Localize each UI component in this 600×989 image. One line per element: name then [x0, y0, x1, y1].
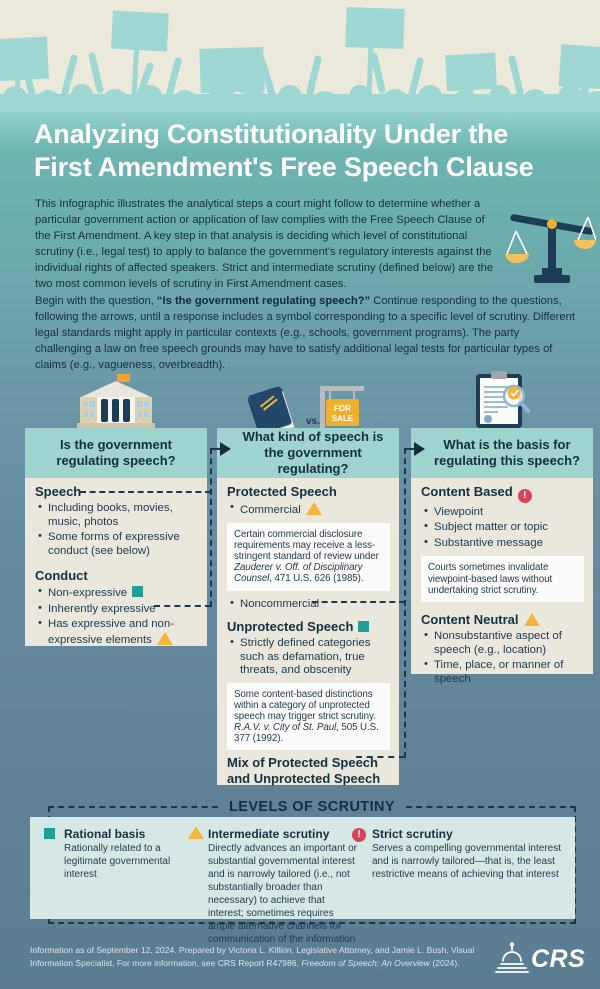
- connector-noncommercial-to-q3: [312, 601, 405, 603]
- connector-nub-q2: [211, 448, 220, 450]
- clipboard-review-icon: [468, 370, 536, 437]
- scrutiny-name: Rational basis: [64, 827, 146, 841]
- intermediate-triangle-icon: [188, 826, 204, 839]
- connector-speech-to-q2: [80, 491, 211, 493]
- content-neutral-bullet-1: • Nonsubstantive aspect of speech (e.g., location): [421, 630, 584, 657]
- protected-speech-heading: Protected Speech: [227, 484, 337, 499]
- intermediate-triangle-icon: [524, 613, 540, 626]
- scrutiny-item-rational-basis: [44, 827, 182, 881]
- mix-heading: Mix of Protected Speech and Unprotected Speech: [227, 755, 381, 786]
- report-title-italic: Freedom of Speech: An Overview: [301, 957, 430, 968]
- scrutiny-item-intermediate: [188, 827, 360, 946]
- scales-of-justice-icon: [504, 198, 596, 291]
- vs-label: vs.: [306, 416, 320, 427]
- content-based-bullet-2: • Subject matter or topic: [421, 521, 584, 534]
- conduct-bullet-3: • Has expressive and non-expressive elements: [35, 618, 198, 647]
- scrutiny-description: Directly advances an important or substantial governmental interest and is narrowly tailored (i.e., not substantially broader than necessary) to achieve that interest; sometimes requires ample alternative channels for communication of the information: [208, 843, 357, 946]
- strict-scrutiny-alert-icon: !: [352, 828, 366, 842]
- question-1-panel: [25, 478, 207, 646]
- question-3-header: What is the basis for regulating this speech?: [411, 428, 593, 478]
- scrutiny-frame-top-left: [48, 806, 218, 808]
- case-citation: R.A.V. v. City of St. Paul: [234, 722, 337, 734]
- scrutiny-name: Strict scrutiny: [372, 827, 453, 841]
- zauderer-note: Certain commercial disclosure requirements may receive a less-stringent standard of review under Zauderer v. Off. of Disciplinary Counsel, 471 U.S. 626 (1985).: [227, 523, 390, 591]
- instructions-paragraph: [35, 293, 578, 373]
- content-neutral-heading: Content Neutral: [421, 612, 584, 627]
- title-line-2: First Amendment's Free Speech Clause: [34, 151, 534, 182]
- connector-inherently-expressive: [154, 605, 211, 607]
- crowd-silhouette-icon: [0, 0, 600, 112]
- content-neutral-bullet-2: • Time, place, or manner of speech: [421, 659, 584, 686]
- scrutiny-title: LEVELS OF SCRUTINY: [229, 799, 395, 815]
- question-3-panel: [411, 478, 593, 685]
- arrow-to-question-3: [414, 442, 425, 456]
- for-sale-line-2: SALE: [331, 414, 354, 423]
- conduct-bullet-1: • Non-expressive: [35, 586, 198, 600]
- connector-vertical-q2-q3: [404, 448, 406, 758]
- scrutiny-description: Serves a compelling governmental interest and is narrowly tailored—that is, the least restrictive means of achieving that interest: [372, 843, 561, 881]
- footer-credits: Information as of September 12, 2024. Prepared by Victoria L. Killion, Legislative Attorney, and Jamie L. Bush, Visual Information Specialist. For more information, see CRS Report R47986, Freedom of Speech: An Overview (2024).: [30, 945, 475, 968]
- connector-vertical-q1-q2: [210, 448, 212, 607]
- government-building-icon: [70, 374, 162, 435]
- instructions-suffix: Continue responding to the questions, following the arrows, until a response includes a symbol corresponding to a specific level of scrutiny. Different legal standards might apply in particular contexts (e.g., schools, government programs). The party challenging a law on free speech grounds may have to satisfy additional legal tests for particular types of claims (e.g., vagueness, overbreadth).: [35, 295, 575, 372]
- instructions-prefix: Begin with the question,: [35, 295, 157, 307]
- protest-crowd-banner: [0, 0, 600, 112]
- scrutiny-frame-top-right: [406, 806, 576, 808]
- question-2-header: What kind of speech is the government regulating?: [217, 428, 399, 478]
- for-sale-line-1: FOR: [334, 404, 351, 413]
- rational-basis-square-icon: [132, 586, 143, 597]
- conduct-heading: Conduct: [35, 568, 88, 584]
- question-2-panel: [217, 478, 399, 785]
- connector-mix-to-q3: [356, 756, 405, 758]
- content-based-bullet-1: • Viewpoint: [421, 506, 584, 519]
- intermediate-triangle-icon: [157, 632, 173, 645]
- intermediate-triangle-icon: [306, 502, 322, 515]
- intro-paragraph: This Infographic illustrates the analytical steps a court might follow to determine whether a particular government action or application of law complies with the Free Speech Clause of the First Amendment. A key step in that analysis is deciding which level of constitutional scrutiny (i.e., legal test) to apply to balance the government's regulatory interests against the individual rights of affected speakers. Strict and intermediate scrutiny (defined below) are the two most common levels of scrutiny in First Amendment cases.: [35, 198, 494, 291]
- scrutiny-name: Intermediate scrutiny: [208, 827, 330, 841]
- noncommercial-bullet: • Noncommercial: [227, 598, 390, 611]
- rational-basis-square-icon: [44, 828, 55, 839]
- scrutiny-item-strict: [352, 827, 568, 881]
- scrutiny-panel: [30, 817, 575, 946]
- scrutiny-description: Rationally related to a legitimate governmental interest: [64, 843, 171, 881]
- unprotected-speech-heading: Unprotected Speech: [227, 619, 390, 634]
- title-line-1: Analyzing Constitutionality Under the: [34, 119, 509, 149]
- instructions-question-bold: “Is the government regulating speech?”: [156, 295, 371, 307]
- content-based-bullet-3: • Substantive message: [421, 537, 584, 550]
- question-1-header: Is the government regulating speech?: [25, 428, 207, 478]
- connector-nub-q3: [405, 448, 414, 450]
- rav-note: Some content-based distinctions within a category of unprotected speech may trigger strict scrutiny. R.A.V. v. City of St. Paul, 505 U.S. 377 (1992).: [227, 683, 390, 751]
- viewpoint-note: Courts sometimes invalidate viewpoint-based laws without undertaking strict scrutiny.: [421, 556, 584, 601]
- unprotected-bullet: • Strictly defined categories such as defamation, true threats, and obscenity: [227, 637, 390, 677]
- page-title: [34, 118, 586, 183]
- rational-basis-square-icon: [358, 621, 369, 632]
- commercial-bullet: • Commercial: [227, 502, 390, 517]
- arrow-to-question-2: [220, 442, 231, 456]
- speech-bullet-1: • Including books, movies, music, photos: [35, 502, 198, 529]
- capitol-dome-icon: [494, 942, 530, 976]
- conduct-bullet-2: • Inherently expressive: [35, 603, 198, 616]
- crs-logo: [494, 942, 585, 976]
- crs-logo-text: CRS: [531, 944, 586, 973]
- strict-scrutiny-alert-icon: !: [518, 489, 532, 503]
- speech-bullet-2: • Some forms of expressive conduct (see below): [35, 531, 198, 558]
- case-citation: Zauderer v. Off. of Disciplinary Counsel: [234, 562, 363, 585]
- speech-heading: Speech: [35, 484, 82, 499]
- content-based-heading: Content Based !: [421, 484, 584, 503]
